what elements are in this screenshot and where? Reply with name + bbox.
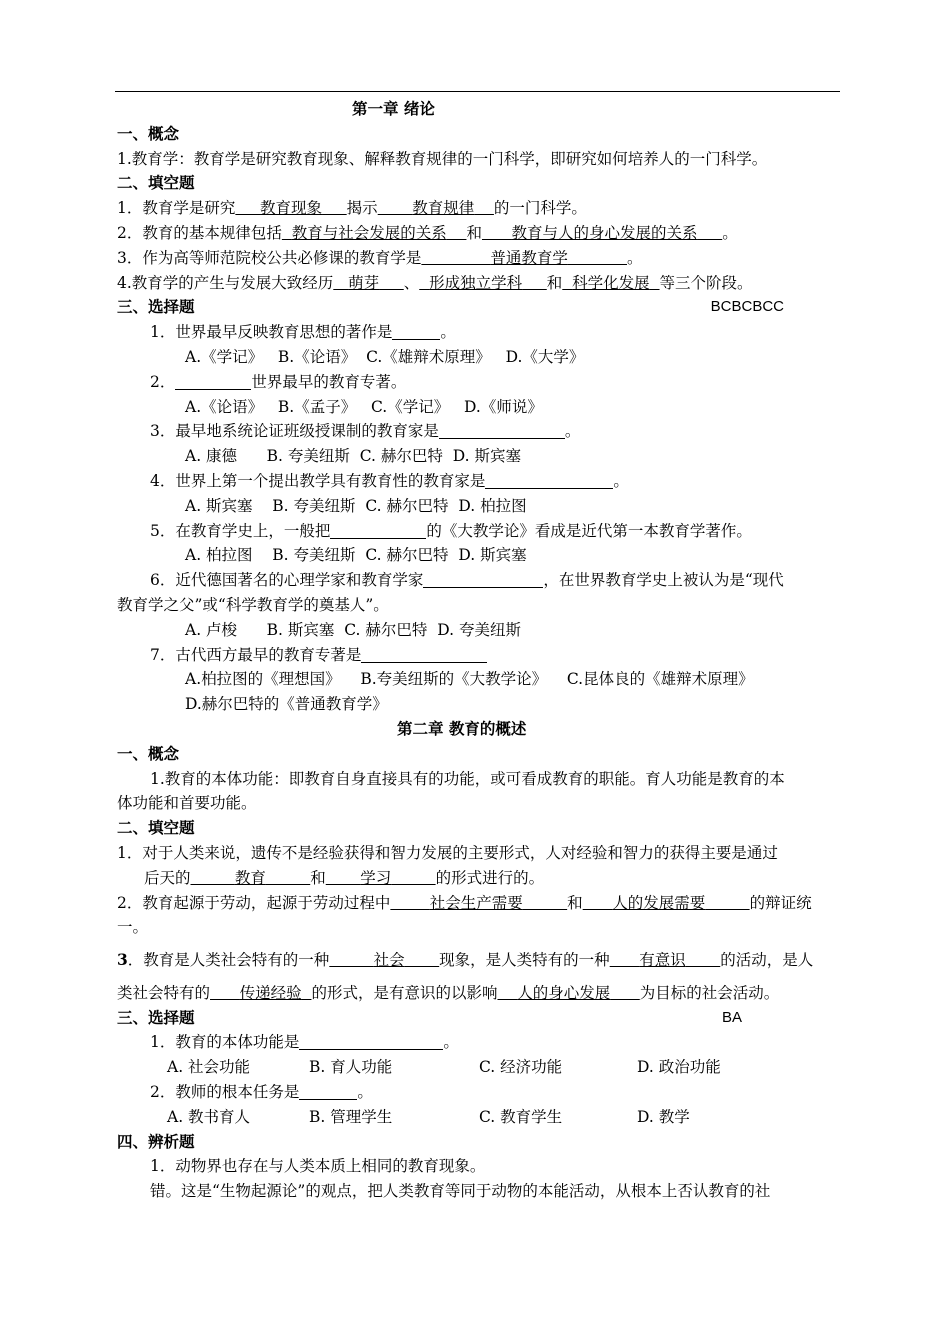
choice-options: D.赫尔巴特的《普通教育学》 [185, 695, 388, 714]
answer-blank: 教育现象 [260, 199, 323, 218]
section-heading: 三、选择题 BA [117, 1006, 842, 1031]
section-heading: 二、填空题 [117, 173, 195, 193]
choice-question: 1．世界最早反映教育思想的著作是 。 [150, 323, 456, 342]
answer-blank: 教育规律 [412, 199, 475, 218]
answer-key: BCBCBCC [710, 298, 784, 316]
answer-blank: 教育与人的身心发展的关系 [511, 223, 698, 242]
choice-options: A.《论语》 B.《孟子》 C.《学记》 D.《师说》 [185, 397, 543, 416]
answer-blank: 人的身心发展 [517, 983, 611, 1002]
choice-question: 3．最早地系统论证班级授课制的教育家是 。 [150, 422, 581, 441]
answer-blank [299, 1033, 443, 1050]
answer-blank: 科学化发展 [572, 273, 650, 292]
analysis-question: 1．动物界也存在与人类本质上相同的教育现象。 [150, 1157, 486, 1176]
answer-blank: 人的发展需要 [612, 893, 706, 912]
choice-options: A. 斯宾塞 B. 夸美纽斯 C. 赫尔巴特 D. 柏拉图 [185, 496, 527, 515]
answer-blank: 学习 [360, 868, 392, 887]
fill-item-2-cont: 一。 [117, 918, 149, 937]
choice-question: 1．教育的本体功能是 。 [150, 1033, 459, 1052]
choice-question: 7．古代西方最早的教育专著是 [117, 643, 842, 668]
choice-question: 6．近代德国著名的心理学家和教育学家 ，在世界教育学史上被认为是“现代 [150, 571, 784, 590]
answer-blank [175, 373, 251, 390]
fill-item-3-cont: 类社会特有的 传递经验 的形式，是有意识的以影响 人的身心发展 为目标的社会活动。 [117, 983, 780, 1002]
answer-key: BA [721, 1008, 742, 1026]
answer-blank: 教育 [234, 868, 266, 887]
definition: 1.教育学：教育学是研究教育现象、解释教育规律的一门科学，即研究如何培养人的一门科学。 [117, 149, 768, 168]
fill-item-1: 1．教育学是研究 教育现象 揭示 教育规律 的一门科学。 [117, 199, 587, 218]
answer-blank: 萌芽 [348, 273, 380, 292]
answer-blank: 有意识 [639, 951, 686, 970]
answer-blank: 社会生产需要 [429, 893, 523, 912]
definition: 1.教育的本体功能：即教育自身直接具有的功能，或可看成教育的职能。育人功能是教育的本 [150, 769, 785, 788]
document-page [117, 97, 842, 1204]
header-rule [115, 91, 840, 92]
answer-blank [439, 422, 565, 439]
answer-blank [299, 1083, 357, 1100]
answer-blank [423, 571, 543, 588]
section-heading: 四、辨析题 [117, 1131, 195, 1151]
choice-question-cont: 教育学之父”或“科学教育学的奠基人”。 [117, 595, 389, 614]
definition-cont: 体功能和首要功能。 [117, 794, 257, 813]
choice-options: A. 社会功能 B. 育人功能 C. 经济功能 D. 政治功能 [167, 1058, 721, 1077]
fill-item-1-cont: 后天的 教育 和 学习 的形式进行的。 [144, 868, 545, 887]
choice-options: A. 教书育人 B. 管理学生 C. 教育学生 D. 教学 [167, 1107, 690, 1126]
section-heading: 二、填空题 [117, 818, 195, 838]
choice-question: 2． 世界最早的教育专著。 [150, 372, 407, 391]
answer-blank [361, 646, 487, 663]
answer-blank: 社会 [373, 951, 405, 970]
section-heading: 一、概念 [117, 123, 180, 143]
section-heading: 三、选择题 BCBCBCC [117, 295, 842, 320]
choice-options: A. 卢梭 B. 斯宾塞 C. 赫尔巴特 D. 夸美纽斯 [185, 620, 521, 639]
answer-blank [392, 323, 440, 340]
choice-options: A.柏拉图的《理想国》 B.夸美纽斯的《大教学论》 C.昆体良的《雄辩术原理》 [185, 670, 754, 689]
choice-question: 2．教师的根本任务是 。 [150, 1083, 373, 1102]
fill-item-2: 2．教育的基本规律包括 教育与社会发展的关系 和 教育与人的身心发展的关系 。 [117, 223, 738, 242]
fill-item-1: 1．对于人类来说，遗传不是经验获得和智力发展的主要形式，人对经验和智力的获得主要是通过 [117, 843, 778, 862]
chapter-2-title: 第二章 教育的概述 [397, 718, 527, 738]
analysis-answer: 错。这是“生物起源论”的观点，把人类教育等同于动物的本能活动，从根本上否认教育的社 [150, 1182, 771, 1201]
answer-blank: 教育与社会发展的关系 [291, 223, 447, 242]
section-heading: 一、概念 [117, 743, 180, 763]
chapter-1-title: 第一章 绪论 [352, 99, 435, 118]
answer-blank: 形成独立学科 [429, 273, 523, 292]
answer-blank: 传递经验 [239, 983, 302, 1002]
choice-options: A.《学记》 B.《论语》 C.《雄辩术原理》 D.《大学》 [185, 347, 585, 366]
answer-blank [485, 472, 613, 489]
fill-item-2: 2．教育起源于劳动，起源于劳动过程中 社会生产需要 和 人的发展需要 的辩证统 [117, 893, 812, 912]
choice-question: 5．在教育学史上，一般把 的《大教学论》看成是近代第一本教育学著作。 [150, 521, 752, 540]
choice-question: 4．世界上第一个提出教学具有教育性的教育家是 。 [150, 471, 629, 490]
answer-blank: 普通教育学 [490, 248, 568, 267]
choice-options: A. 柏拉图 B. 夸美纽斯 C. 赫尔巴特 D. 斯宾塞 [185, 546, 527, 565]
fill-item-4: 4.教育学的产生与发展大致经历 萌芽 、 形成独立学科 和 科学化发展 等三个阶段。 [117, 273, 753, 292]
choice-options: A. 康德 B. 夸美纽斯 C. 赫尔巴特 D. 斯宾塞 [185, 447, 521, 466]
fill-item-3: 3．教育是人类社会特有的一种 社会 现象，是人类特有的一种 有意识 的活动，是人 [117, 950, 814, 970]
answer-blank [330, 522, 426, 539]
fill-item-3: 3．作为高等师范院校公共必修课的教育学是 普通教育学 。 [117, 248, 643, 267]
